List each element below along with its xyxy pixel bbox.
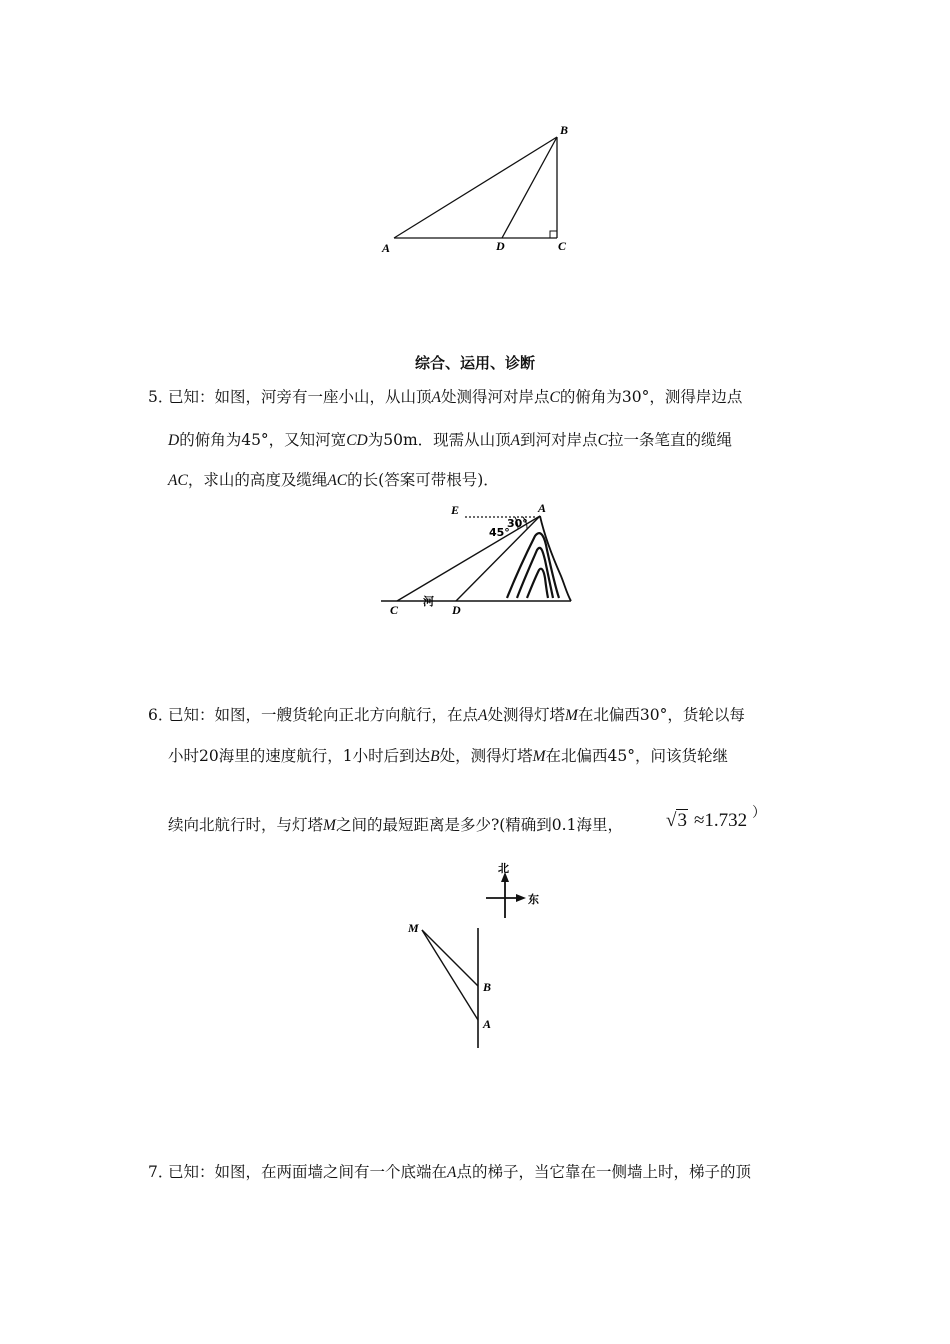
label-c: C xyxy=(390,603,399,617)
line-mb xyxy=(422,930,478,986)
text-segment: 点的梯子，当它靠在一侧墙上时，梯子的顶 xyxy=(456,1163,751,1181)
figure-triangle-abc xyxy=(370,120,590,260)
text-segment: 的俯角为30°，测得岸边点 xyxy=(559,388,743,406)
sqrt-sign: √ xyxy=(666,810,677,831)
label-a: A xyxy=(382,241,391,255)
problem-5-number: 5． xyxy=(148,388,174,406)
var-c: C xyxy=(597,432,608,449)
text-segment: 之间的最短距离是多少?(精确到0.1海里， xyxy=(335,816,623,834)
label-45-degrees: 45° xyxy=(489,526,510,539)
text-segment: 续向北航行时，与灯塔 xyxy=(168,816,324,834)
label-river: 河 xyxy=(423,595,434,608)
text-segment: 处测得河对岸点 xyxy=(440,388,550,406)
label-east: 东 xyxy=(528,893,539,906)
label-north: 北 xyxy=(498,862,509,875)
right-angle-mark xyxy=(550,231,557,238)
var-a: A xyxy=(431,389,441,406)
var-cd: CD xyxy=(346,432,368,449)
segment-ab xyxy=(394,137,557,238)
approx-value: ≈1.732 xyxy=(693,810,748,831)
text-segment: 小时20海里的速度航行，1小时后到达 xyxy=(168,747,431,765)
sqrt-approximation xyxy=(666,810,747,832)
sqrt-radicand: 3 xyxy=(677,810,687,831)
section-heading: 综合、运用、诊断 xyxy=(414,354,535,372)
line-ma xyxy=(422,930,478,1020)
text-segment: 处，测得灯塔 xyxy=(439,747,533,765)
problem-5-line-1 xyxy=(168,387,742,408)
text-segment: ，求山的高度及缆绳 xyxy=(187,471,328,489)
problem-6-line-2 xyxy=(168,746,728,767)
label-b: B xyxy=(560,123,569,137)
var-b: B xyxy=(430,748,440,765)
text-segment: 的俯角为45°，又知河宽 xyxy=(179,431,347,449)
text-segment: 已知：如图，一艘货轮向正北方向航行，在点 xyxy=(168,706,479,724)
problem-7-number: 7． xyxy=(148,1163,174,1181)
label-a: A xyxy=(538,501,547,515)
label-m: M xyxy=(408,921,419,935)
text-segment: 在北偏西30°，货轮以每 xyxy=(577,706,745,724)
var-c: C xyxy=(549,389,560,406)
mountain-ridge-3 xyxy=(527,569,548,598)
figure-mountain-river xyxy=(375,498,585,618)
problem-6-line-3 xyxy=(168,815,623,836)
figure-ship-lighthouse xyxy=(400,858,560,1058)
text-segment: 已知：如图，河旁有一座小山，从山顶 xyxy=(168,388,432,406)
label-a: A xyxy=(483,1017,492,1031)
label-c: C xyxy=(558,239,567,253)
var-a: A xyxy=(510,432,521,449)
text-segment: 已知：如图，在两面墙之间有一个底端在 xyxy=(168,1163,448,1181)
text-segment: 的长(答案可带根号)． xyxy=(347,471,499,489)
text-segment: 为50m．现需从山顶 xyxy=(367,431,511,449)
text-segment: 拉一条笔直的缆绳 xyxy=(607,431,732,449)
problem-6-number: 6． xyxy=(148,706,174,724)
var-m: M xyxy=(323,817,336,834)
segment-bd xyxy=(502,137,557,238)
closing-paren: ） xyxy=(752,805,766,821)
problem-5-line-3 xyxy=(168,470,499,491)
text-segment: 处测得灯塔 xyxy=(487,706,565,724)
var-d: D xyxy=(168,432,180,449)
label-d: D xyxy=(452,603,461,617)
compass-east-arrow xyxy=(516,894,526,902)
label-d: D xyxy=(496,239,505,253)
text-segment: 到河对岸点 xyxy=(520,431,598,449)
problem-5-line-2 xyxy=(168,430,732,451)
problem-6-line-1 xyxy=(168,705,745,726)
var-ac: AC xyxy=(168,472,188,489)
label-b: B xyxy=(483,980,492,994)
var-m: M xyxy=(532,748,546,765)
var-a: A xyxy=(447,1164,457,1181)
var-a: A xyxy=(478,707,488,724)
label-30-degrees: 30° xyxy=(507,517,528,530)
var-ac: AC xyxy=(327,472,348,489)
label-e: E xyxy=(451,503,460,517)
problem-7-line-1 xyxy=(168,1162,751,1183)
text-segment: 在北偏西45°，问该货轮继 xyxy=(545,747,728,765)
var-m: M xyxy=(565,707,578,724)
